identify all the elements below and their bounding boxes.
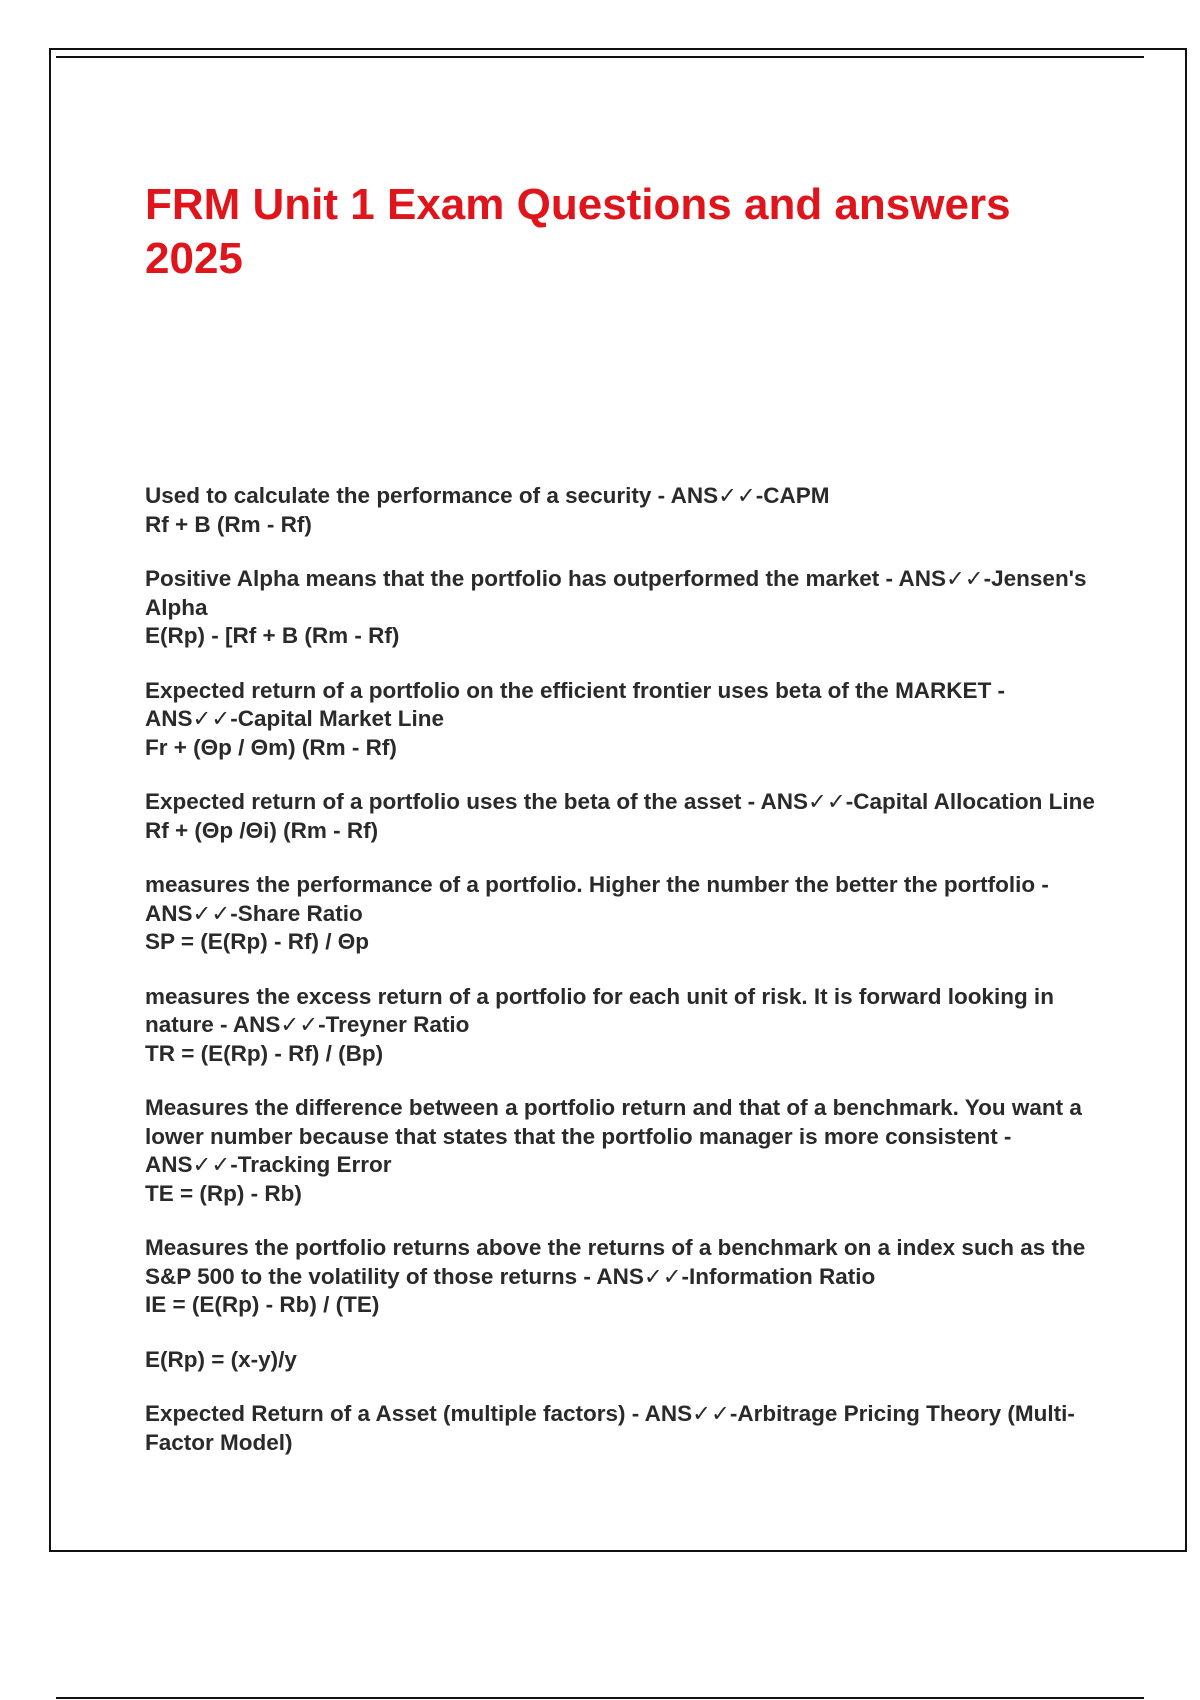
- bottom-rule: [56, 1697, 1144, 1699]
- question-text: Used to calculate the performance of a security - ANS✓✓-CAPM: [145, 483, 830, 508]
- qa-entry-capm: [145, 482, 1095, 539]
- qa-list: [145, 482, 1095, 1483]
- question-text: Positive Alpha means that the portfolio has outperformed the market - ANS✓✓-Jensen's Alpha: [145, 566, 1087, 620]
- formula-text: IE = (E(Rp) - Rb) / (TE): [145, 1292, 380, 1317]
- qa-entry-treyner-ratio: [145, 983, 1095, 1069]
- formula-text: E(Rp) = (x-y)/y: [145, 1346, 297, 1372]
- question-text: measures the performance of a portfolio. Higher the number the better the portfolio - ANS✓✓-Share Ratio: [145, 872, 1049, 926]
- question-text: Expected return of a portfolio uses the beta of the asset - ANS✓✓-Capital Allocation Line: [145, 789, 1095, 814]
- qa-entry-arbitrage-pricing-theory: [145, 1400, 1095, 1457]
- question-text: Expected return of a portfolio on the efficient frontier uses beta of the MARKET - ANS✓✓-Capital Market Line: [145, 677, 1006, 731]
- question-text: Measures the portfolio returns above the returns of a benchmark on a index such as the S&P 500 to the volatility of those returns - ANS✓✓-Information Ratio: [145, 1235, 1086, 1289]
- qa-entry-jensens-alpha: [145, 565, 1095, 651]
- document-title: FRM Unit 1 Exam Questions and answers 2025: [145, 180, 1011, 283]
- question-text: Measures the difference between a portfolio return and that of a benchmark. You want a lower number because that states that the portfolio manager is more consistent - ANS✓✓-Tracking Error: [145, 1095, 1082, 1177]
- qa-entry-information-ratio: [145, 1234, 1095, 1320]
- question-text: Expected Return of a Asset (multiple factors) - ANS✓✓-Arbitrage Pricing Theory (Multi-Factor Model): [145, 1401, 1075, 1455]
- formula-text: Rf + (Θp /Θi) (Rm - Rf): [145, 817, 379, 843]
- qa-entry-capital-market-line: [145, 677, 1095, 763]
- formula-text: TE = (Rp) - Rb): [145, 1180, 302, 1206]
- formula-text: SP = (E(Rp) - Rf) / Θp: [145, 929, 369, 954]
- qa-entry-share-ratio: [145, 871, 1095, 957]
- formula-text: Rf + B (Rm - Rf): [145, 511, 312, 537]
- qa-entry-expected-return-formula: [145, 1346, 1095, 1375]
- qa-entry-capital-allocation-line: [145, 788, 1095, 845]
- question-text: measures the excess return of a portfolio for each unit of risk. It is forward looking in nature - ANS✓✓-Treyner Ratio: [145, 983, 1054, 1037]
- formula-text: TR = (E(Rp) - Rf) / (Bp): [145, 1040, 384, 1066]
- formula-text: Fr + (Θp / Θm) (Rm - Rf): [145, 734, 397, 760]
- qa-entry-tracking-error: [145, 1094, 1095, 1208]
- formula-text: E(Rp) - [Rf + B (Rm - Rf): [145, 623, 400, 648]
